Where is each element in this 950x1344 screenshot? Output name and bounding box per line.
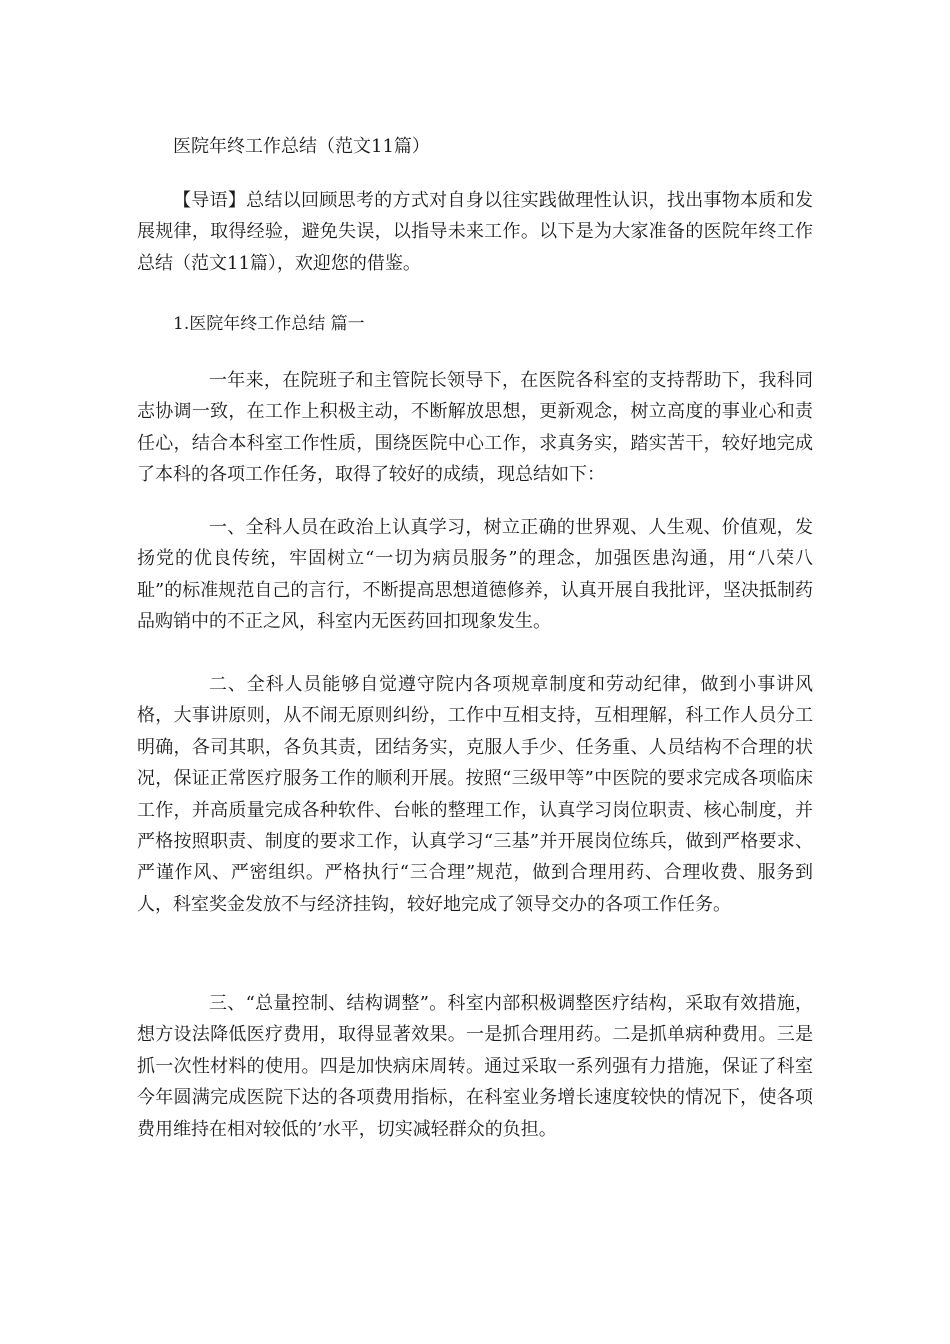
document-title: 医院年终工作总结（范文11篇）	[173, 136, 430, 157]
body-paragraph: 三、“总量控制、结构调整”。科室内部积极调整医疗结构，采取有效措施，想方设法降低医疗费用，取得显著效果。一是抓合理用药。二是抓单病种费用。三是抓一次性材料的使用。四是加快病床周转。通过采取一系列强有力措施，保证了科室今年圆满完成医院下达的各项费用指标，在科室业务增长速度较快的情况下，使各项费用维持在相对较低的’水平，切实减轻群众的负担。	[137, 993, 813, 1140]
body-paragraph: 一、全科人员在政治上认真学习，树立正确的世界观、人生观、价值观，发扬党的优良传统，牢固树立“一切为病员服务”的理念，加强医患沟通，用“八荣八耻”的标准规范自己的言行，不断提高思想道德修养，认真开展自我批评，坚决抵制药品购销中的不正之风，科室内无医药回扣现象发生。	[137, 517, 813, 633]
body-paragraph: 一年来，在院班子和主管院长领导下，在医院各科室的支持帮助下，我科同志协调一致，在工作上积极主动，不断解放思想，更新观念，树立高度的事业心和责任心，结合本科室工作性质，围绕医院中心工作，求真务实，踏实苦干，较好地完成了本科的各项工作任务，取得了较好的成绩，现总结如下：	[137, 370, 813, 486]
intro-paragraph: 【导语】总结以回顾思考的方式对自身以往实践做理性认识，找出事物本质和发展规律，取得经验，避免失误，以指导未来工作。以下是为大家准备的医院年终工作总结（范文11篇），欢迎您的借鉴。	[137, 190, 813, 274]
section-heading: 1.医院年终工作总结 篇一	[173, 314, 365, 334]
body-paragraph: 二、全科人员能够自觉遵守院内各项规章制度和劳动纪律，做到小事讲风格，大事讲原则，从不闹无原则纠纷，工作中互相支持，互相理解，科工作人员分工明确，各司其职，各负其责，团结务实，克服人手少、任务重、人员结构不合理的状况，保证正常医疗服务工作的顺利开展。按照“三级甲等”中医院的要求完成各项临床工作，并高质量完成各种软件、台帐的整理工作，认真学习岗位职责、核心制度，并严格按照职责、制度的要求工作，认真学习“三基”并开展岗位练兵，做到严格要求、严谨作风、严密组织。严格执行“三合理”规范，做到合理用药、合理收费、服务到人，科室奖金发放不与经济挂钩，较好地完成了领导交办的各项工作任务。	[137, 674, 813, 915]
